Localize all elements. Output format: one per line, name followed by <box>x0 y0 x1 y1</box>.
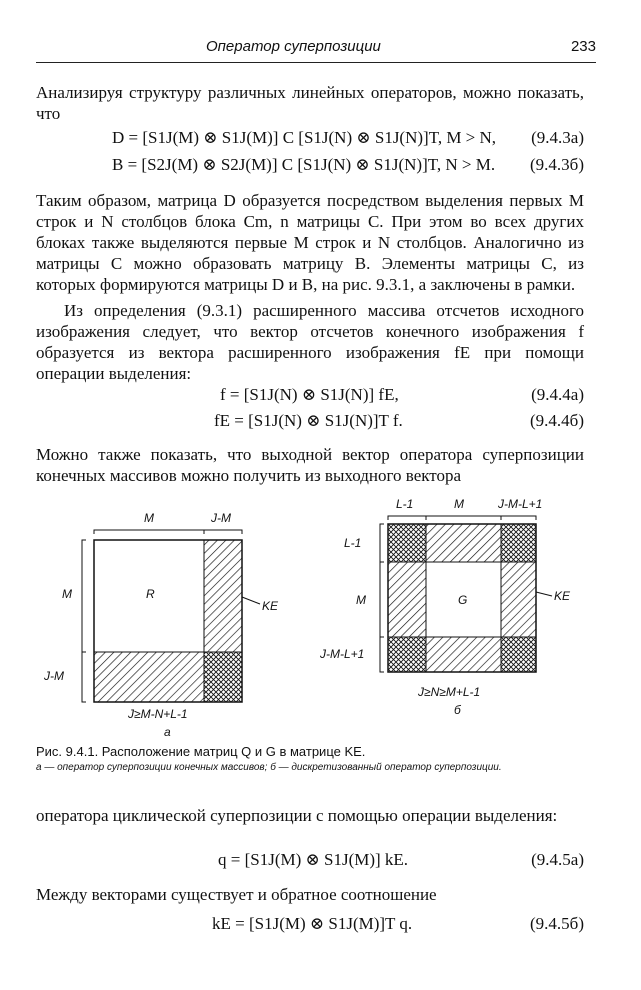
pointer-line <box>242 597 260 604</box>
cell-cross <box>388 524 426 562</box>
label-center-r: R <box>146 587 155 601</box>
label-top-l-1: L-1 <box>396 497 414 511</box>
label-side-l-1: L-1 <box>344 536 362 550</box>
label-side-m: M <box>356 593 366 607</box>
figure-b <box>319 497 571 717</box>
sublabel-b: б <box>454 703 461 717</box>
cell-hatch <box>426 524 501 562</box>
figure-caption: Рис. 9.4.1. Расположение матриц Q и G в матрице KE. <box>36 744 366 759</box>
equation-9-4-4b: fE = [S1J(N) ⊗ S1J(N)]T f. <box>214 411 403 430</box>
running-title: Оператор суперпозиции <box>206 38 381 55</box>
pointer-line <box>536 592 552 596</box>
label-top-j-m: J-M <box>211 511 231 525</box>
paragraph-5: оператора циклической суперпозиции с помощью операции выделения: <box>36 806 558 825</box>
label-side-j-m-l: J-M-L+1 <box>320 647 365 661</box>
crosshatched-corner <box>204 652 242 702</box>
label-side-j-m: J-M <box>44 669 64 683</box>
equation-9-4-5b: kE = [S1J(M) ⊗ S1J(M)]T q. <box>212 914 413 933</box>
paragraph-4: Можно также показать, что выходной вектор оператора суперпозиции конечных массивов можно получить из выходного вектора <box>36 445 584 485</box>
condition-a: J≥M-N+L-1 <box>128 707 188 721</box>
equation-number: (9.4.5б) <box>530 914 584 933</box>
cell-cross <box>501 637 536 672</box>
figure-9-4-1 <box>36 492 596 742</box>
label-top-m: M <box>144 511 154 525</box>
hatched-column <box>204 540 242 652</box>
equation-number: (9.4.3a) <box>531 128 584 147</box>
label-ke: KE <box>554 589 571 603</box>
label-ke: KE <box>262 599 279 613</box>
hatched-row <box>94 652 204 702</box>
equation-number: (9.4.3б) <box>530 155 584 174</box>
label-top-m: M <box>454 497 464 511</box>
side-brace <box>380 524 384 672</box>
equation-9-4-4a: f = [S1J(N) ⊗ S1J(N)] fE, <box>220 385 399 404</box>
page-number: 233 <box>570 38 596 55</box>
side-brace <box>82 540 86 702</box>
label-side-m: M <box>62 587 72 601</box>
top-brace <box>388 516 536 520</box>
label-center-g: G <box>458 593 468 607</box>
equation-9-4-3b: B = [S2J(M) ⊗ S2J(M)] C [S1J(N) ⊗ S1J(N)]T, N > M. <box>112 155 496 174</box>
figure-caption-sub: a — оператор суперпозиции конечных массивов; б — дискретизованный оператор суперпозиции. <box>36 762 502 773</box>
condition-b: J≥N≥M+L-1 <box>418 685 481 699</box>
paragraph-1: Анализируя структуру различных линейных операторов, можно показать, что <box>36 83 584 123</box>
equation-number: (9.4.5a) <box>531 850 584 869</box>
cell-hatch <box>426 637 501 672</box>
paragraph-3: Из определения (9.3.1) расширенного массива отсчетов исходного изображения следует, что вектор отсчетов конечного изображения f образуется из вектора расширенного изображения fE при помощи операции выделения: <box>36 301 584 383</box>
running-header <box>36 34 596 63</box>
cell-cross <box>501 524 536 562</box>
cell-cross <box>388 637 426 672</box>
cell-hatch <box>501 562 536 637</box>
figure-a <box>43 511 279 739</box>
top-brace <box>94 530 242 534</box>
sublabel-a: a <box>164 725 171 739</box>
equation-9-4-5a: q = [S1J(M) ⊗ S1J(M)] kE. <box>218 850 409 869</box>
cell-hatch <box>388 562 426 637</box>
equation-number: (9.4.4б) <box>530 411 584 430</box>
label-top-j-m-l: J-M-L+1 <box>498 497 543 511</box>
equation-9-4-3a: D = [S1J(M) ⊗ S1J(M)] C [S1J(N) ⊗ S1J(N)]T, M > N, <box>112 128 497 147</box>
paragraph-6: Между векторами существует и обратное соотношение <box>36 885 437 904</box>
paragraph-2: Таким образом, матрица D образуется посредством выделения первых M строк и N столбцов блока Cm, n матрицы C. При этом во всех других блоках также выделяются первые M строк и N столбцов. Аналогично из матрицы C можно образовать матрицу B. Элементы матрицы C, из которых формируются матрицы D и B, на рис. 9.3.1, a заключены в рамки. <box>36 191 584 294</box>
equation-number: (9.4.4a) <box>531 385 584 404</box>
